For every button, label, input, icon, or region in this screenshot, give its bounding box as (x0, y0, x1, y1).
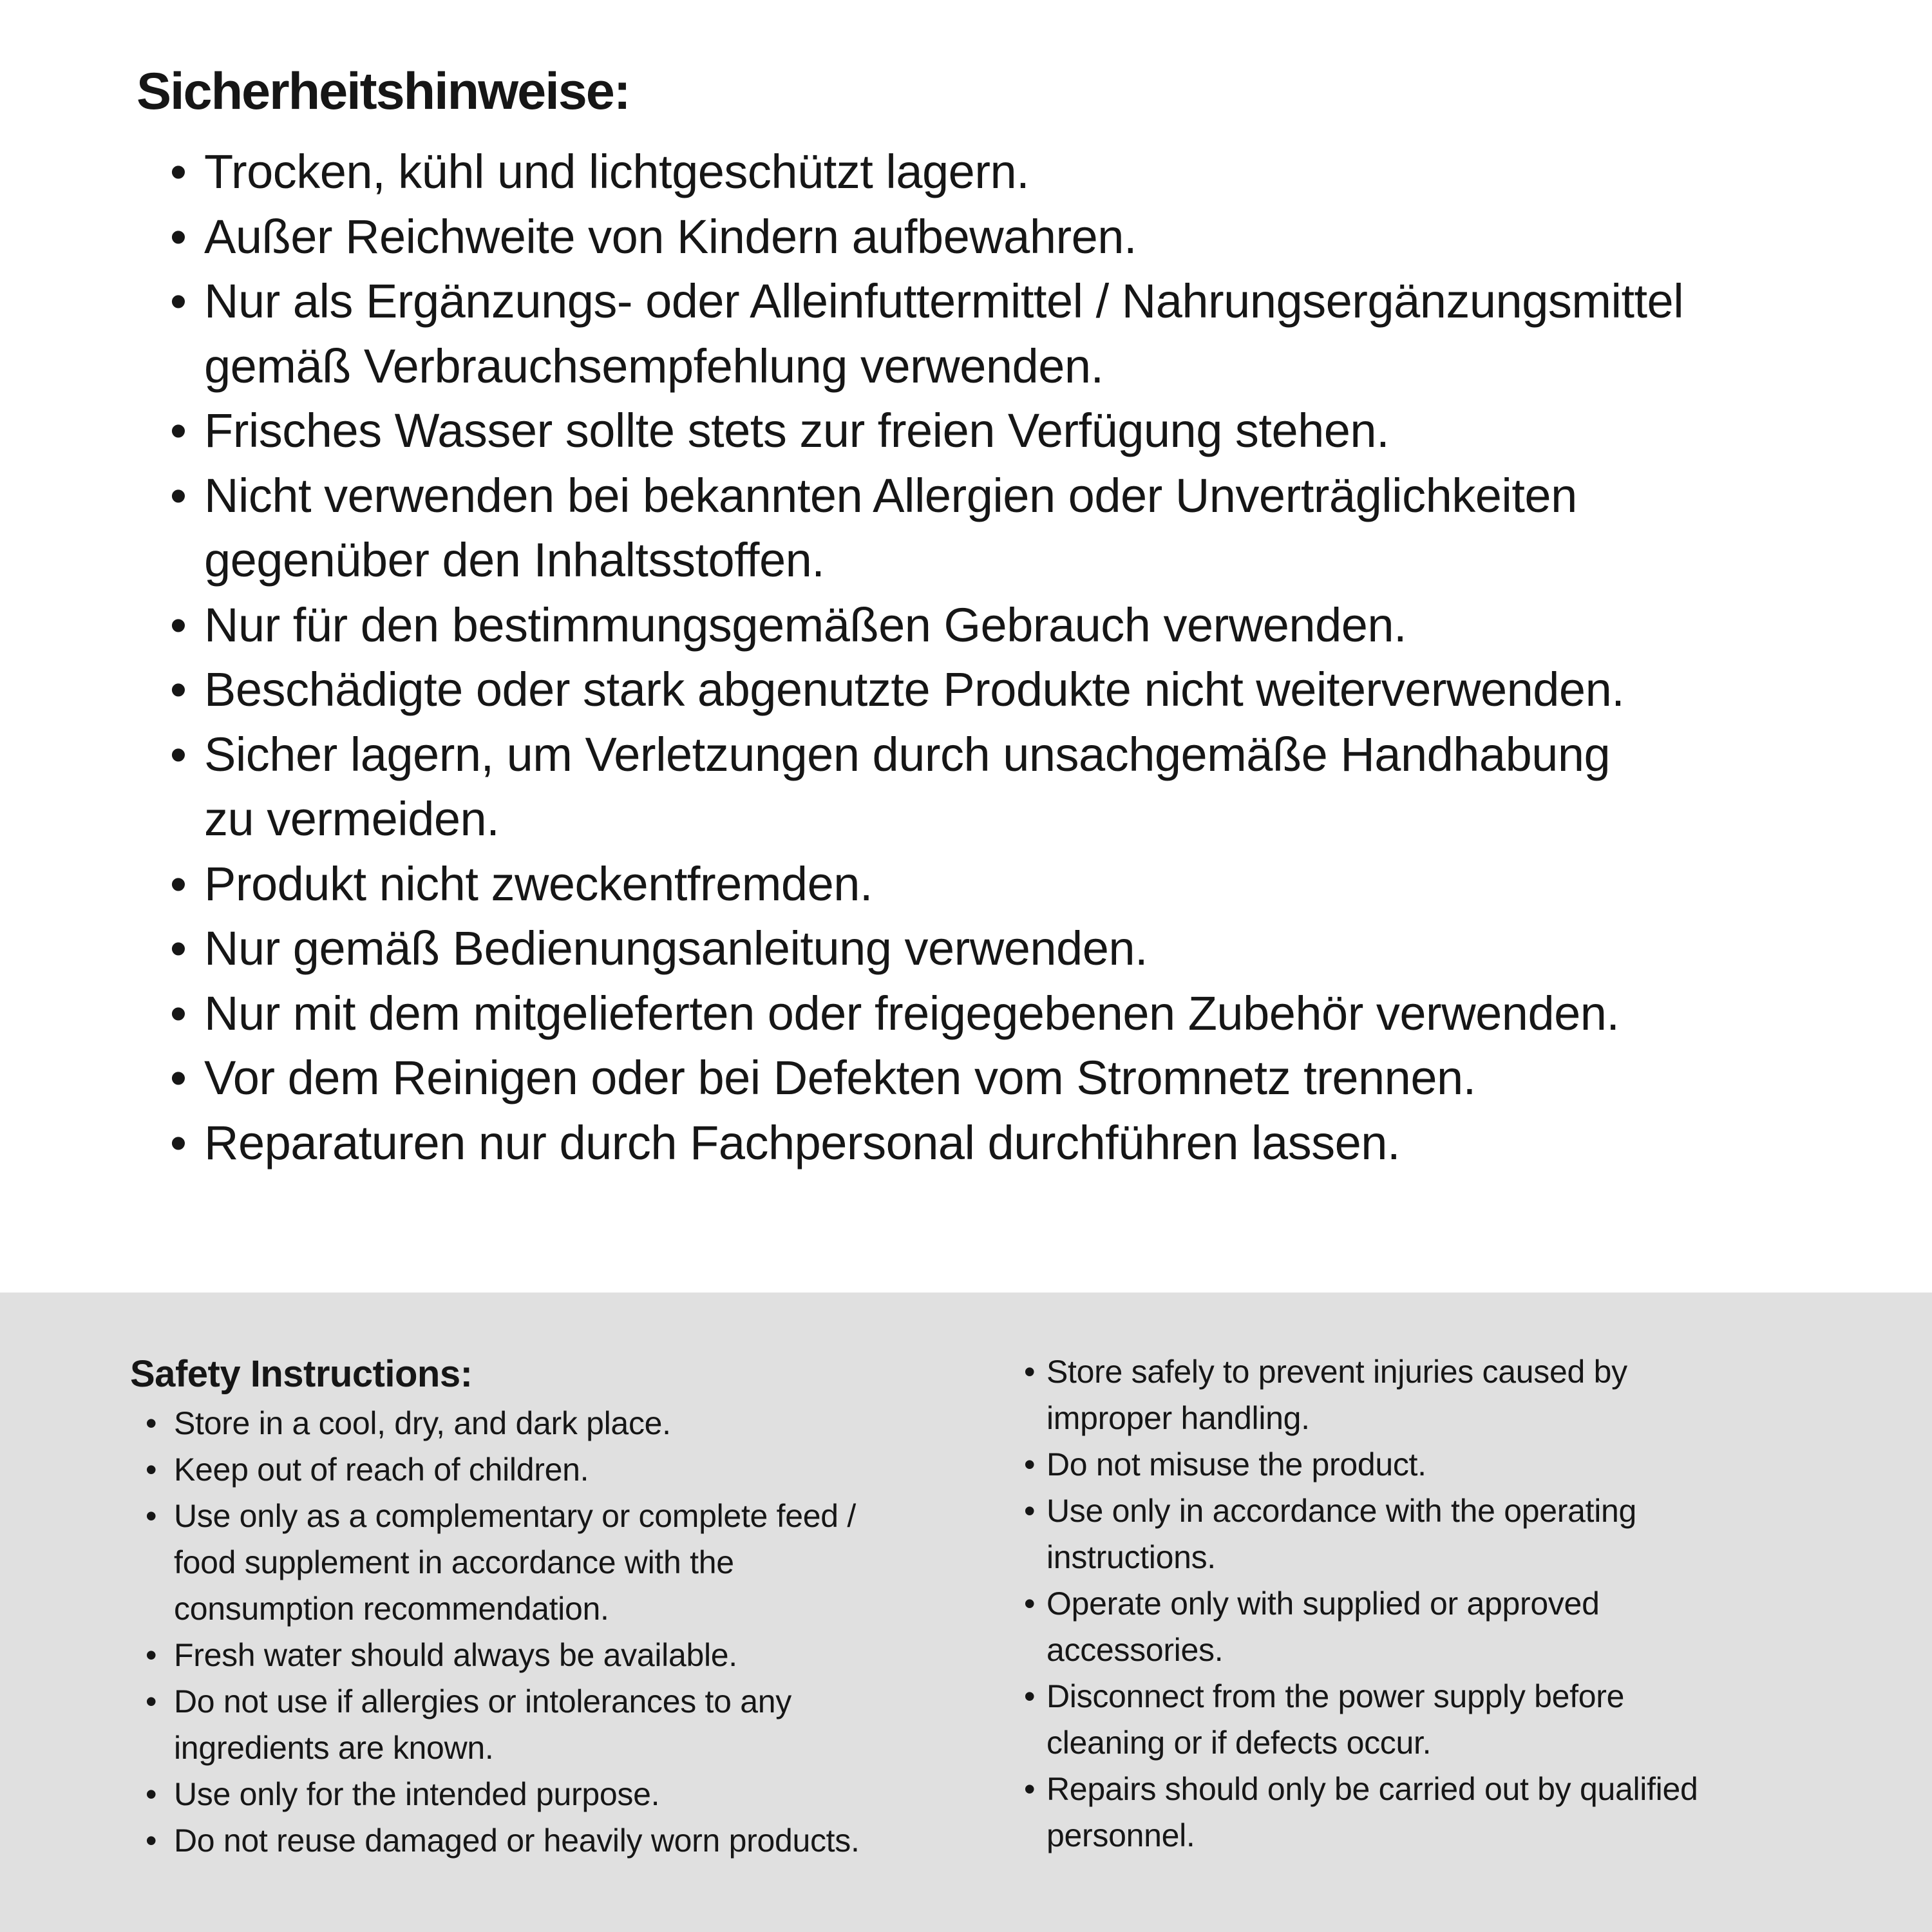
bullet-icon: • (170, 857, 187, 911)
list-item (130, 1817, 1006, 1864)
bullet-text: Nur mit dem mitgelieferten oder freigegebenen Zubehör verwenden. (204, 986, 1620, 1040)
bullet-icon: • (146, 1452, 157, 1488)
bullet-text: Frisches Wasser sollte stets zur freien Verfügung stehen. (204, 404, 1390, 457)
bullet-text: Store safely to prevent injuries caused by improper handling. (1046, 1354, 1627, 1436)
list-item (130, 1632, 1006, 1678)
bullet-text: Nur als Ergänzungs- oder Alleinfuttermittel / Nahrungsergänzungsmittel gemäß Verbrauchsempfehlung verwenden. (204, 274, 1684, 393)
bullet-text: Nicht verwenden bei bekannten Allergien oder Unverträglichkeiten gegenüber den Inhaltsstoffen. (204, 468, 1577, 587)
bullet-text: Sicher lagern, um Verletzungen durch unsachgemäße Handhabung zu vermeiden. (204, 727, 1611, 846)
bullet-text: Trocken, kühl und lichtgeschützt lagern. (204, 145, 1030, 198)
german-heading: Sicherheitshinweise: (137, 62, 630, 120)
bullet-text: Fresh water should always be available. (174, 1637, 737, 1673)
english-instructions-list-left (130, 1400, 1006, 1864)
list-item (170, 723, 1683, 852)
german-instructions-list (170, 140, 1683, 1175)
list-item (1024, 1441, 1919, 1488)
list-item (1024, 1580, 1919, 1673)
list-item (130, 1678, 1006, 1771)
bullet-icon: • (170, 274, 187, 328)
bullet-icon: • (170, 1115, 187, 1170)
list-item (170, 593, 1683, 658)
list-item (130, 1400, 1006, 1446)
list-item (1024, 1349, 1919, 1441)
list-item (170, 981, 1683, 1046)
list-item (170, 399, 1683, 464)
bullet-icon: • (170, 404, 187, 457)
bullet-icon: • (170, 727, 187, 781)
bullet-icon: • (146, 1498, 157, 1534)
bullet-text: Vor dem Reinigen oder bei Defekten vom Stromnetz trennen. (204, 1051, 1476, 1104)
bullet-icon: • (170, 209, 187, 263)
english-right-column (1024, 1349, 1919, 1859)
bullet-icon: • (170, 468, 187, 522)
list-item (1024, 1766, 1919, 1859)
bullet-icon: • (170, 145, 187, 198)
bullet-text: Reparaturen nur durch Fachpersonal durchführen lassen. (204, 1115, 1401, 1170)
bullet-icon: • (146, 1405, 157, 1441)
bullet-icon: • (1024, 1354, 1036, 1390)
bullet-icon: • (146, 1776, 157, 1812)
list-item (170, 464, 1683, 593)
list-item (170, 269, 1683, 399)
bullet-text: Use only in accordance with the operating instructions. (1046, 1493, 1637, 1575)
bullet-icon: • (170, 986, 187, 1040)
list-item (170, 658, 1683, 723)
bullet-text: Use only for the intended purpose. (174, 1776, 660, 1812)
bullet-text: Do not reuse damaged or heavily worn products. (174, 1823, 860, 1859)
bullet-icon: • (1024, 1586, 1036, 1622)
list-item (130, 1493, 1006, 1632)
bullet-text: Außer Reichweite von Kindern aufbewahren. (204, 209, 1137, 263)
bullet-text: Nur gemäß Bedienungsanleitung verwenden. (204, 922, 1148, 975)
list-item (1024, 1673, 1919, 1766)
list-item (170, 1111, 1683, 1176)
list-item (130, 1771, 1006, 1817)
bullet-icon: • (170, 598, 187, 652)
bullet-icon: • (146, 1823, 157, 1859)
list-item (170, 852, 1683, 917)
bullet-text: Operate only with supplied or approved accessories. (1046, 1586, 1600, 1668)
bullet-icon: • (1024, 1446, 1036, 1482)
bullet-text: Do not misuse the product. (1046, 1446, 1426, 1482)
bullet-text: Repairs should only be carried out by qualified personnel. (1046, 1771, 1698, 1853)
bullet-icon: • (170, 1051, 187, 1104)
bullet-icon: • (1024, 1493, 1036, 1529)
bullet-text: Store in a cool, dry, and dark place. (174, 1405, 671, 1441)
bullet-text: Beschädigte oder stark abgenutzte Produkte nicht weiterverwenden. (204, 663, 1625, 716)
english-section (0, 1293, 1932, 1932)
bullet-text: Keep out of reach of children. (174, 1452, 589, 1488)
bullet-icon: • (170, 922, 187, 975)
english-left-column (130, 1349, 1006, 1864)
bullet-text: Disconnect from the power supply before cleaning or if defects occur. (1046, 1678, 1625, 1761)
bullet-icon: • (146, 1637, 157, 1673)
bullet-text: Nur für den bestimmungsgemäßen Gebrauch verwenden. (204, 598, 1407, 652)
bullet-icon: • (170, 663, 187, 716)
english-instructions-list-right (1024, 1349, 1919, 1859)
list-item (170, 140, 1683, 205)
list-item (1024, 1488, 1919, 1580)
bullet-text: Do not use if allergies or intolerances to any ingredients are known. (174, 1683, 791, 1766)
bullet-text: Produkt nicht zweckentfremden. (204, 857, 873, 911)
bullet-text: Use only as a complementary or complete feed / food supplement in accordance with the consumption recommendation. (174, 1498, 856, 1627)
english-heading: Safety Instructions: (130, 1353, 473, 1395)
list-item (170, 205, 1683, 270)
bullet-icon: • (1024, 1678, 1036, 1714)
list-item (170, 1046, 1683, 1111)
list-item (170, 916, 1683, 981)
bullet-icon: • (146, 1683, 157, 1719)
bullet-icon: • (1024, 1771, 1036, 1807)
list-item (130, 1446, 1006, 1493)
